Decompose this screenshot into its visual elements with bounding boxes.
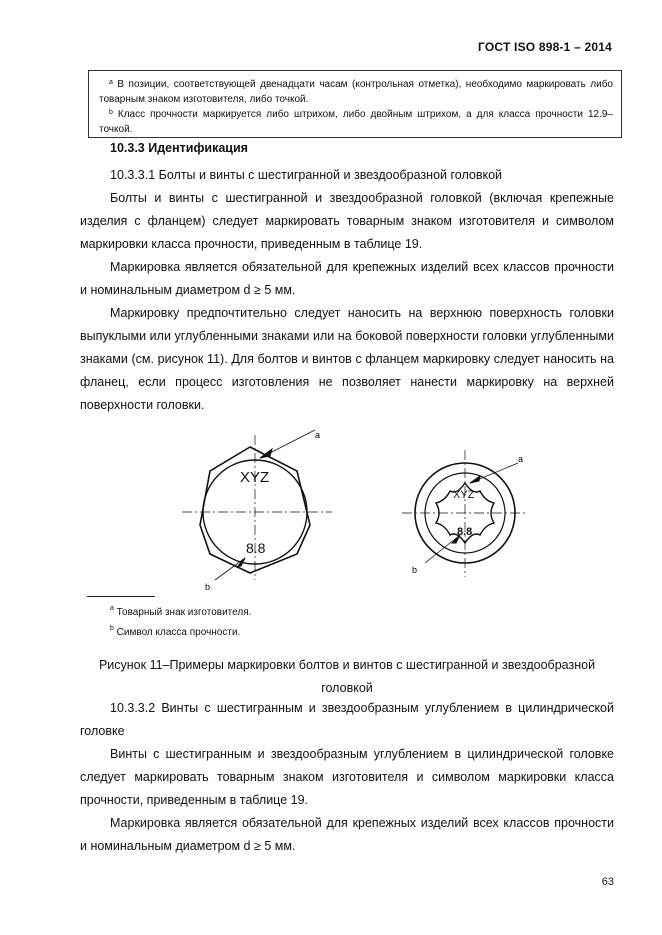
grade-mark-star: 8.8 xyxy=(457,526,473,538)
notes-box xyxy=(88,70,622,138)
section-heading: 10.3.3 Идентификация xyxy=(110,141,248,155)
label-a-star: a xyxy=(518,454,524,464)
paragraph: Маркировку предпочтительно следует наносить на верхнюю поверхность головки выпуклыми или углубленными знаками или на боковой поверхности головки углубленными знаками (см. рисунок 11). Для болтов и винтов с фланцем маркировку следует наносить на фланец, если процесс изготовления не позволяет нанести маркировку на верхней поверхности головки. xyxy=(80,306,614,412)
label-b-star: b xyxy=(412,565,418,575)
label-b-hex: b xyxy=(205,582,211,592)
figure-11 xyxy=(160,425,560,595)
page-number: 63 xyxy=(601,876,614,888)
label-a-hex: a xyxy=(315,430,321,440)
figure-footnote-b: $^b$ Символ класса прочности. xyxy=(110,625,241,638)
document-header: ГОСТ ISO 898-1 – 2014 xyxy=(478,40,612,54)
figure-caption: Рисунок 11–Примеры маркировки болтов и винтов с шестигранной и звездообразной головкой xyxy=(98,658,596,695)
footnote-rule xyxy=(87,596,155,597)
section-body xyxy=(80,164,614,417)
hex-head-drawing xyxy=(182,430,332,580)
paragraph: Маркировка является обязательной для крепежных изделий всех классов прочности и номинальным диаметром d ≥ 5 мм. xyxy=(80,260,614,297)
note-a: $^a$ В позиции, соответствующей двенадцати часам (контрольная отметка), необходимо маркировать либо товарным знаком изготовителя, либо точкой. xyxy=(99,79,613,105)
paragraph: Винты с шестигранным и звездообразным углублением в цилиндрической головке следует маркировать товарным знаком изготовителя и символом маркировки класса прочности, приведенным в таблице 19. xyxy=(80,747,614,807)
subsection-title-2: 10.3.3.2 Винты с шестигранным и звездообразным углублением в цилиндрической головке xyxy=(80,701,614,738)
maker-mark-star: XYZ xyxy=(453,489,475,501)
grade-mark-hex: 8.8 xyxy=(246,540,266,556)
maker-mark-hex: XYZ xyxy=(240,469,270,486)
paragraph: Маркировка является обязательной для крепежных изделий всех классов прочности и номинальным диаметром d ≥ 5 мм. xyxy=(80,816,614,853)
note-b: $^b$ Класс прочности маркируется либо штрихом, либо двойным штрихом, а для класса прочности 12.9–точкой. xyxy=(99,109,613,135)
subsection-title-1: 10.3.3.1 Болты и винты с шестигранной и звездообразной головкой xyxy=(110,168,503,182)
star-head-drawing xyxy=(402,450,528,577)
paragraph: Болты и винты с шестигранной и звездообразной головкой (включая крепежные изделия с фланцем) следует маркировать товарным знаком изготовителя и символом маркировки класса прочности, приведенным в таблице 19. xyxy=(80,191,614,251)
figure-footnote-a: $^a$ Товарный знак изготовителя. xyxy=(110,605,252,618)
section2-body xyxy=(80,697,614,858)
